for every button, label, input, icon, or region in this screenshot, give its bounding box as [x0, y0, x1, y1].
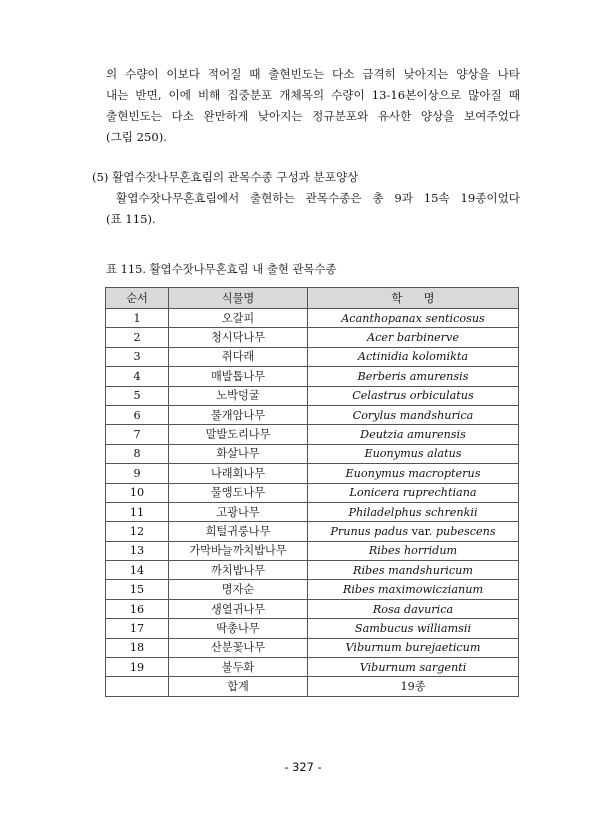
- row-korean-name: 쥐다래: [169, 347, 308, 366]
- total-korean: 합계: [169, 677, 308, 696]
- section-paragraph: [116, 188, 520, 209]
- row-scientific-name: Celastrus orbiculatus: [308, 386, 519, 405]
- table-row: [106, 561, 519, 580]
- row-order: 19: [106, 658, 169, 677]
- row-scientific-name: Ribes mandshuricum: [308, 561, 519, 580]
- row-korean-name: 불두화: [169, 658, 308, 677]
- row-scientific-name: Lonicera ruprechtiana: [308, 483, 519, 502]
- row-scientific-name: Acer barbinerve: [308, 328, 519, 347]
- table-row: [106, 425, 519, 444]
- row-order: 16: [106, 599, 169, 618]
- header-order: 순서: [106, 288, 169, 309]
- scientific-name-part: var.: [408, 524, 436, 538]
- row-order: 18: [106, 638, 169, 657]
- row-korean-name: 나래회나무: [169, 464, 308, 483]
- row-order: 9: [106, 464, 169, 483]
- row-korean-name: 딱총나무: [169, 619, 308, 638]
- section-heading: (5) 활엽수잣나무혼효림의 관목수종 구성과 분포양상: [92, 170, 359, 184]
- table-row: [106, 638, 519, 657]
- row-scientific-name: Ribes maximowiczianum: [308, 580, 519, 599]
- row-order: 7: [106, 425, 169, 444]
- header-korean-name: 식물명: [169, 288, 308, 309]
- table-row: [106, 464, 519, 483]
- table-row: [106, 483, 519, 502]
- table-row: [106, 502, 519, 521]
- row-order: 3: [106, 347, 169, 366]
- table-row: [106, 405, 519, 424]
- row-korean-name: 화살나무: [169, 444, 308, 463]
- table-row: [106, 619, 519, 638]
- table-row: [106, 386, 519, 405]
- row-order: 17: [106, 619, 169, 638]
- row-korean-name: 노박덩굴: [169, 386, 308, 405]
- row-scientific-name: Sambucus williamsii: [308, 619, 519, 638]
- row-order: 4: [106, 367, 169, 386]
- scientific-name-part: pubescens: [435, 524, 496, 538]
- row-scientific-name: Acanthopanax senticosus: [308, 309, 519, 328]
- table-row: [106, 328, 519, 347]
- row-korean-name: 매발톱나무: [169, 367, 308, 386]
- row-order: 2: [106, 328, 169, 347]
- row-korean-name: 청시닥나무: [169, 328, 308, 347]
- row-korean-name: 희털귀룽나무: [169, 522, 308, 541]
- row-korean-name: 가막바늘까치밥나무: [169, 541, 308, 560]
- row-scientific-name: Euonymus macropterus: [308, 464, 519, 483]
- row-order: 8: [106, 444, 169, 463]
- intro-line-2: 내는 반면, 이에 비해 집중분포 개체목의 수량이 13-16본이상으로 많아질 때: [106, 88, 520, 102]
- table-row: [106, 444, 519, 463]
- page-number: - 327 -: [284, 760, 322, 774]
- table-row: [106, 522, 519, 541]
- row-scientific-name: Ribes horridum: [308, 541, 519, 560]
- section-paragraph-cont: [106, 209, 520, 230]
- table-row: [106, 599, 519, 618]
- row-scientific-name: Corylus mandshurica: [308, 405, 519, 424]
- row-scientific-name: [308, 522, 519, 541]
- section-line-2: (표 115).: [106, 212, 156, 226]
- scientific-name-part: Prunus padus: [330, 524, 409, 538]
- row-scientific-name: Viburnum sargenti: [308, 658, 519, 677]
- total-scientific: 19종: [308, 677, 519, 696]
- row-order: 15: [106, 580, 169, 599]
- table-total-row: [106, 677, 519, 696]
- row-korean-name: 말발도리나무: [169, 425, 308, 444]
- table-row: [106, 367, 519, 386]
- row-scientific-name: Actinidia kolomikta: [308, 347, 519, 366]
- table-caption: 표 115. 활엽수잣나무혼효림 내 출현 관목수종: [106, 262, 337, 276]
- total-no: [106, 677, 169, 696]
- row-scientific-name: Rosa davurica: [308, 599, 519, 618]
- row-scientific-name: Viburnum burejaeticum: [308, 638, 519, 657]
- row-scientific-name: Deutzia amurensis: [308, 425, 519, 444]
- intro-line-1: 의 수량이 이보다 적어질 때 출현빈도는 다소 급격히 낮아지는 양상을 나타: [106, 67, 520, 81]
- table-row: [106, 658, 519, 677]
- table-row: [106, 347, 519, 366]
- row-order: 6: [106, 405, 169, 424]
- section-line-1: 활엽수잣나무혼효림에서 출현하는 관목수종은 총 9과 15속 19종이었다: [116, 191, 520, 205]
- species-table: [105, 287, 519, 697]
- row-scientific-name: Euonymus alatus: [308, 444, 519, 463]
- row-scientific-name: Philadelphus schrenkii: [308, 502, 519, 521]
- row-order: 13: [106, 541, 169, 560]
- row-scientific-name: Berberis amurensis: [308, 367, 519, 386]
- intro-line-4: (그림 250).: [106, 130, 167, 144]
- row-korean-name: 물개암나무: [169, 405, 308, 424]
- row-korean-name: 오갈피: [169, 309, 308, 328]
- row-korean-name: 물앵도나무: [169, 483, 308, 502]
- row-korean-name: 생열귀나무: [169, 599, 308, 618]
- row-order: 10: [106, 483, 169, 502]
- row-order: 1: [106, 309, 169, 328]
- intro-line-3: 출현빈도는 다소 완만하게 낮아지는 정규분포와 유사한 양상을 보여주었다: [106, 109, 520, 123]
- row-korean-name: 까치밥나무: [169, 561, 308, 580]
- row-korean-name: 고광나무: [169, 502, 308, 521]
- header-scientific-name: 학 명: [308, 288, 519, 309]
- intro-paragraph: [106, 64, 520, 148]
- table-row: [106, 541, 519, 560]
- row-order: 14: [106, 561, 169, 580]
- row-korean-name: 산분꽃나무: [169, 638, 308, 657]
- row-order: 5: [106, 386, 169, 405]
- table-row: [106, 309, 519, 328]
- row-korean-name: 명자순: [169, 580, 308, 599]
- table-row: [106, 580, 519, 599]
- table-header-row: [106, 288, 519, 309]
- row-order: 11: [106, 502, 169, 521]
- row-order: 12: [106, 522, 169, 541]
